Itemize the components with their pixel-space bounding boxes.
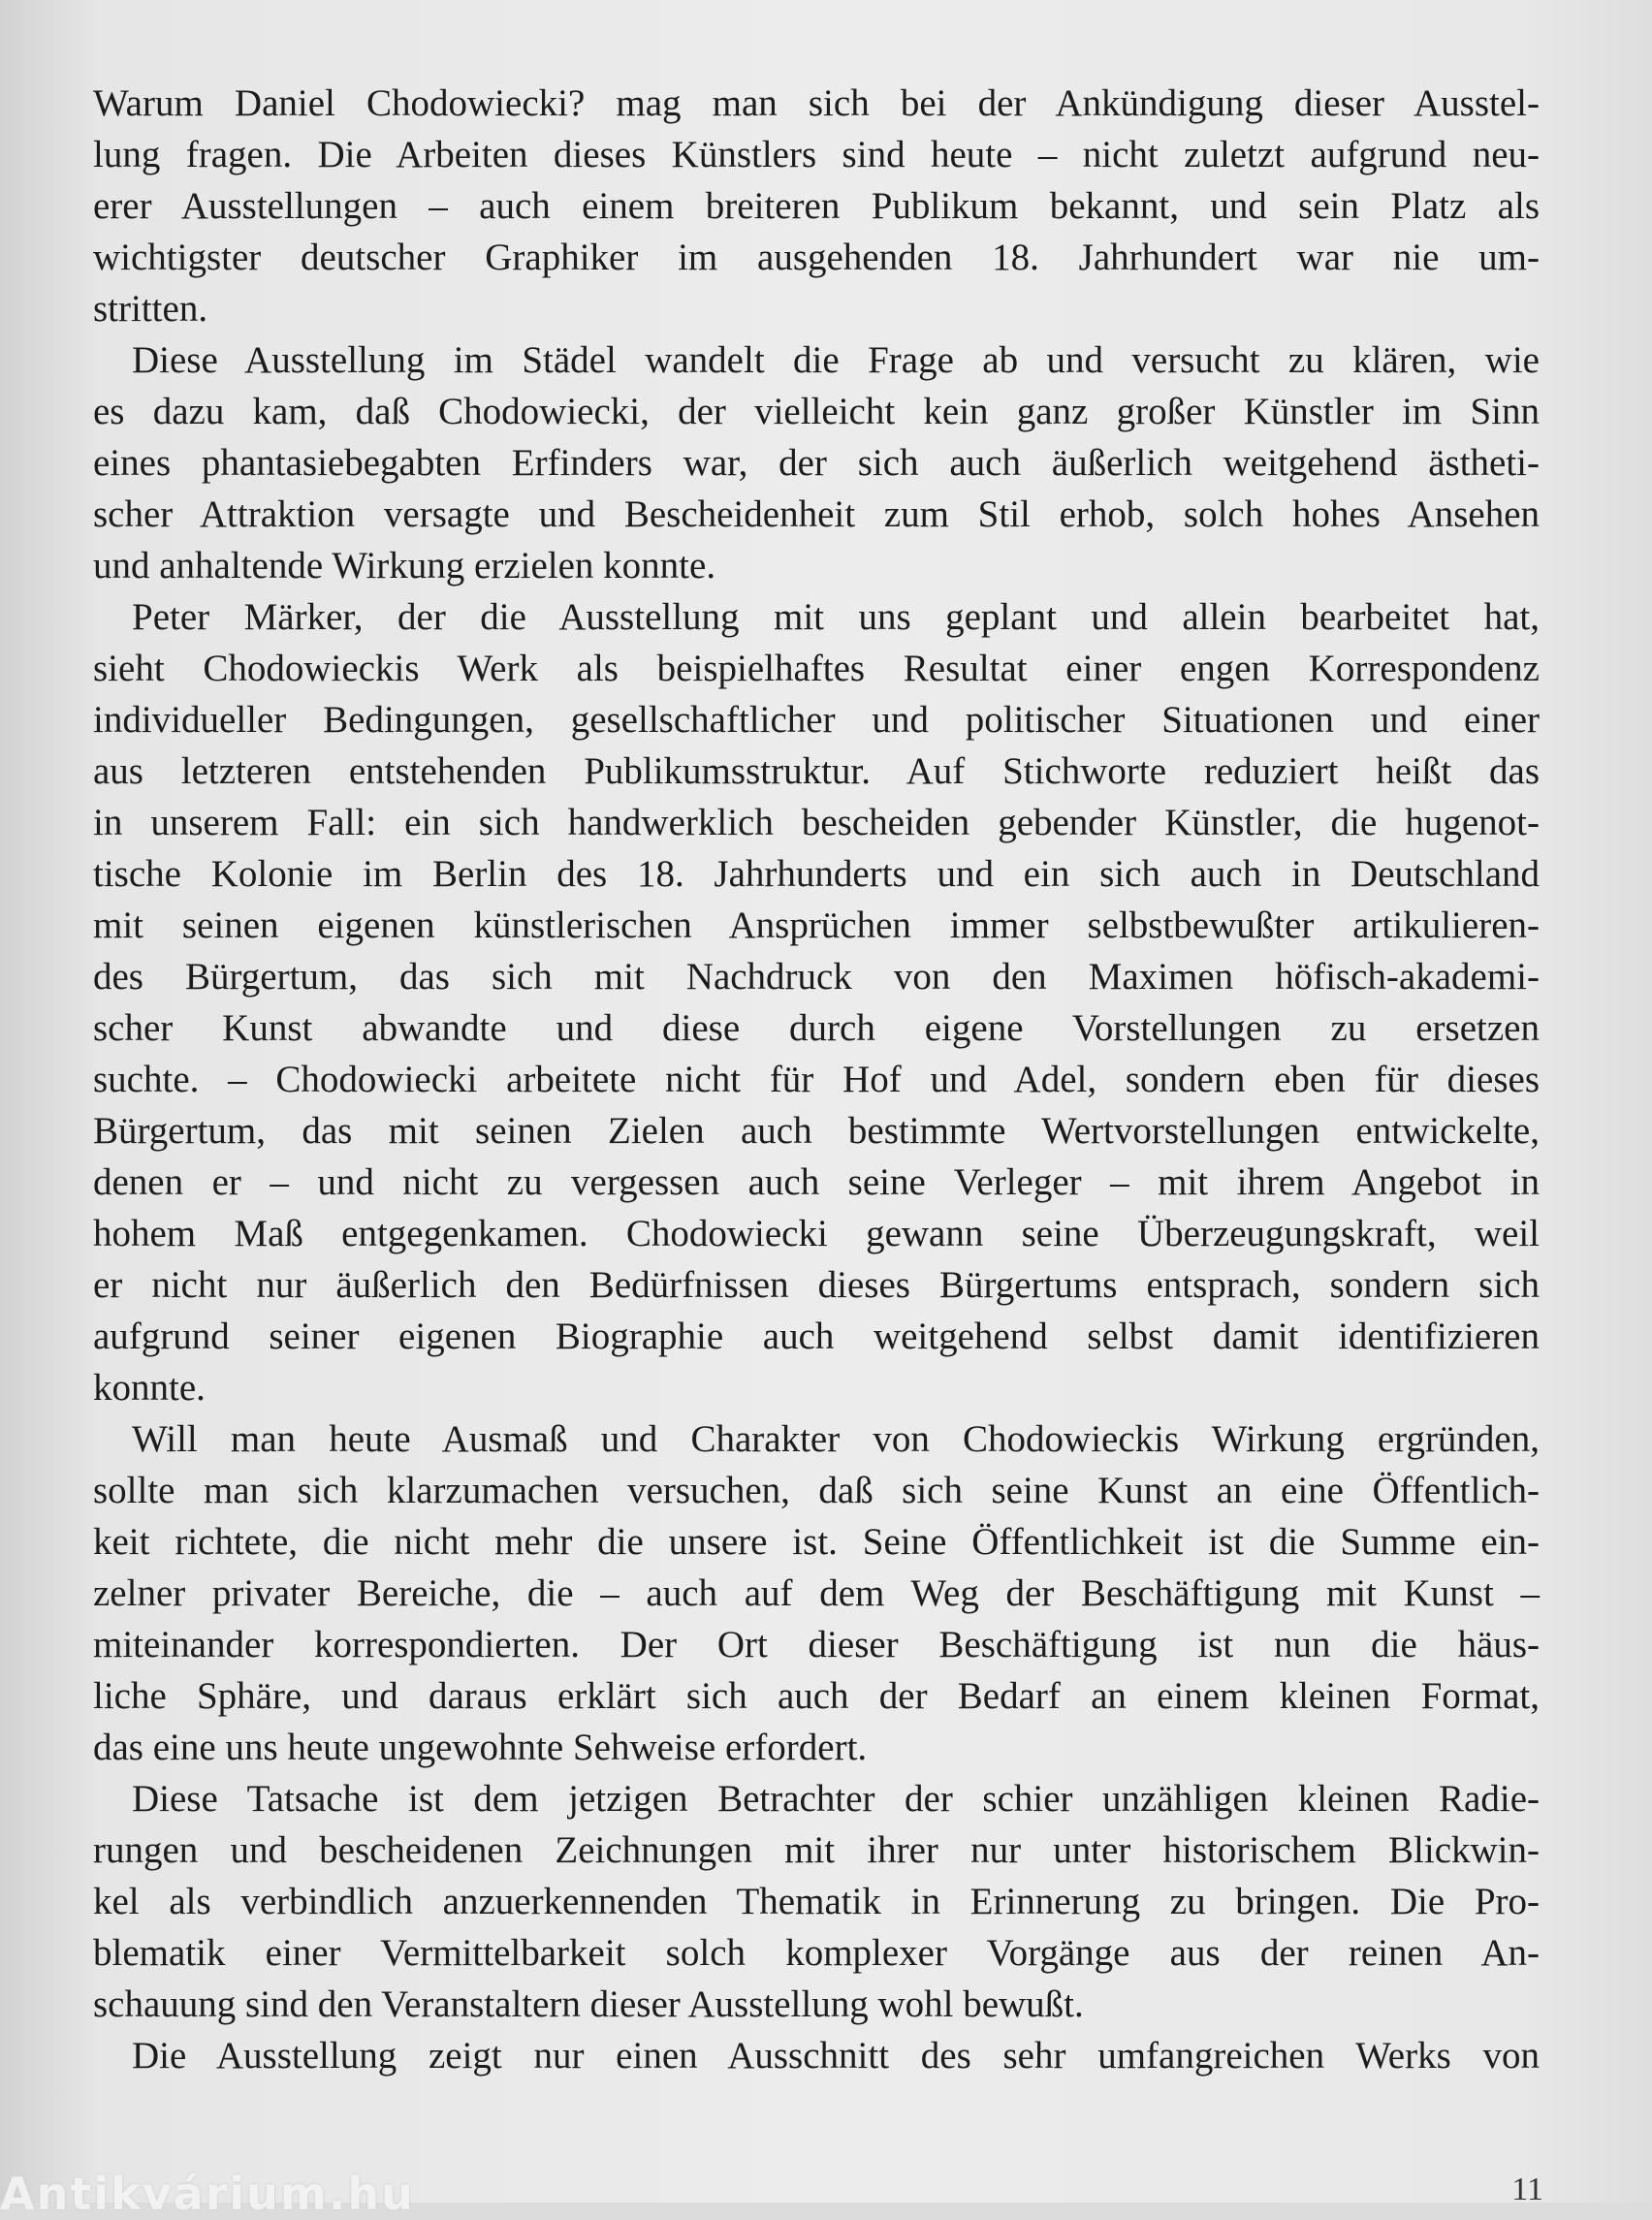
text-line: Die Ausstellung zeigt nur einen Ausschnitt des sehr umfangreichen Werks von: [132, 2035, 1540, 2077]
text-line: suchte. – Chodowiecki arbeitete nicht für Hof und Adel, sondern eben für dieses: [93, 1059, 1540, 1100]
text-line: stritten.: [93, 288, 208, 330]
paragraph-1: [93, 78, 1540, 334]
text-line: keit richtete, die nicht mehr die unsere ist. Seine Öffentlichkeit ist die Summe ein-: [93, 1521, 1540, 1563]
text-line: das eine uns heute ungewohnte Sehweise erfordert.: [93, 1727, 868, 1768]
paragraph-2: [93, 334, 1540, 591]
text-line: sollte man sich klarzumachen versuchen, daß sich seine Kunst an eine Öffentlich-: [93, 1470, 1540, 1511]
text-line: Peter Märker, der die Ausstellung mit uns geplant und allein bearbeitet hat,: [132, 596, 1540, 638]
text-line: und anhaltende Wirkung erzielen konnte.: [93, 545, 716, 587]
text-line: Diese Ausstellung im Städel wandelt die Frage ab und versucht zu klären, wie: [132, 339, 1540, 381]
text-line: scher Attraktion versagte und Bescheidenheit zum Stil erhob, solch hohes Ansehen: [93, 493, 1540, 535]
text-line: wichtigster deutscher Graphiker im ausgehenden 18. Jahrhundert war nie um-: [93, 237, 1540, 278]
paragraph-5: [93, 1773, 1540, 2030]
text-line: miteinander korrespondierten. Der Ort dieser Beschäftigung ist nun die häus-: [93, 1624, 1540, 1665]
text-line: blematik einer Vermittelbarkeit solch komplexer Vorgänge aus der reinen An-: [93, 1932, 1540, 1974]
text-line: denen er – und nicht zu vergessen auch seine Verleger – mit ihrem Angebot in: [93, 1161, 1540, 1203]
text-line: scher Kunst abwandte und diese durch eigene Vorstellungen zu ersetzen: [93, 1007, 1540, 1049]
watermark: Antikvárium.hu: [0, 2168, 415, 2220]
text-line: sieht Chodowieckis Werk als beispielhaftes Resultat einer engen Korrespondenz: [93, 648, 1540, 689]
text-line: individueller Bedingungen, gesellschaftlicher und politischer Situationen und einer: [93, 699, 1540, 741]
text-line: zelner privater Bereiche, die – auch auf dem Weg der Beschäftigung mit Kunst –: [93, 1572, 1540, 1614]
text-line: erer Ausstellungen – auch einem breiteren Publikum bekannt, und sein Platz als: [93, 185, 1540, 227]
text-line: Bürgertum, das mit seinen Zielen auch bestimmte Wertvorstellungen entwickelte,: [93, 1110, 1540, 1152]
text-line: aufgrund seiner eigenen Biographie auch weitgehend selbst damit identifizieren: [93, 1316, 1540, 1357]
paragraph-4: [93, 1413, 1540, 1773]
text-line: kel als verbindlich anzuerkennenden Thematik in Erinnerung zu bringen. Die Pro-: [93, 1881, 1540, 1922]
text-line: hohem Maß entgegenkamen. Chodowiecki gewann seine Überzeugungskraft, weil: [93, 1213, 1540, 1254]
body-text: [93, 78, 1540, 2081]
text-line: eines phantasiebegabten Erfinders war, der sich auch äußerlich weitgehend ästheti-: [93, 442, 1540, 484]
text-line: lung fragen. Die Arbeiten dieses Künstlers sind heute – nicht zuletzt aufgrund neu-: [93, 134, 1540, 175]
text-line: liche Sphäre, und daraus erklärt sich auch der Bedarf an einem kleinen Format,: [93, 1675, 1540, 1717]
page-number: 11: [1511, 2172, 1543, 2207]
text-line: schauung sind den Veranstaltern dieser Ausstellung wohl bewußt.: [93, 1983, 1084, 2025]
text-line: Will man heute Ausmaß und Charakter von Chodowieckis Wirkung ergründen,: [132, 1418, 1540, 1460]
text-line: es dazu kam, daß Chodowiecki, der vielleicht kein ganz großer Künstler im Sinn: [93, 391, 1540, 432]
text-line: rungen und bescheidenen Zeichnungen mit ihrer nur unter historischem Blickwin-: [93, 1829, 1540, 1871]
text-line: in unserem Fall: ein sich handwerklich bescheiden gebender Künstler, die hugenot-: [93, 802, 1540, 843]
text-line: Diese Tatsache ist dem jetzigen Betrachter der schier unzähligen kleinen Radie-: [132, 1778, 1540, 1820]
paragraph-3: [93, 591, 1540, 1413]
text-line: er nicht nur äußerlich den Bedürfnissen dieses Bürgertums entsprach, sondern sich: [93, 1264, 1540, 1306]
text-line: konnte.: [93, 1367, 206, 1409]
text-line: Warum Daniel Chodowiecki? mag man sich bei der Ankündigung dieser Ausstel-: [93, 82, 1540, 124]
paragraph-6: [93, 2030, 1540, 2081]
text-line: aus letzteren entstehenden Publikumsstruktur. Auf Stichworte reduziert heißt das: [93, 750, 1540, 792]
text-line: mit seinen eigenen künstlerischen Ansprüchen immer selbstbewußter artikulieren-: [93, 904, 1540, 946]
text-line: des Bürgertum, das sich mit Nachdruck von den Maximen höfisch-akademi-: [93, 956, 1540, 998]
text-line: tische Kolonie im Berlin des 18. Jahrhunderts und ein sich auch in Deutschland: [93, 853, 1540, 895]
